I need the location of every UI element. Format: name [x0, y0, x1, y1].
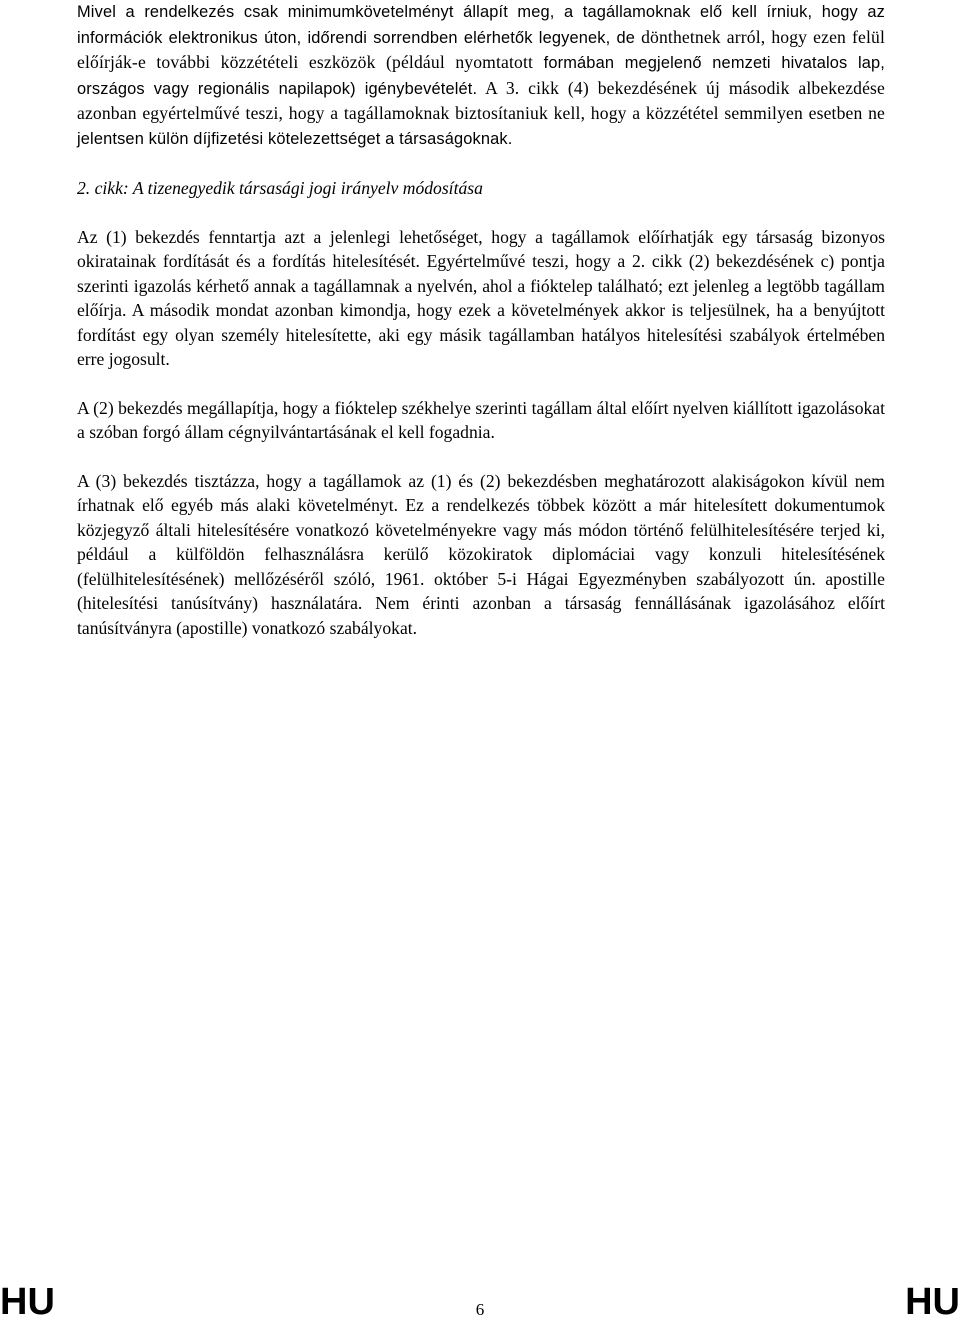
paragraph-1-part-e: jelentsen külön díjfizetési kötelezettséget a társaságoknak.	[77, 129, 513, 148]
paragraph-1-part-b: dönthetnek arról, hogy ezen felül előírják-e további közzétételi eszközök (például nyomtatott	[77, 26, 886, 72]
section-heading: 2. cikk: A tizenegyedik társasági jogi irányelv módosítása	[77, 178, 483, 198]
paragraph-1	[77, 0, 885, 151]
paragraph-4: A (3) bekezdés tisztázza, hogy a tagállamok az (1) és (2) bekezdésben meghatározott alakiságokon kívül nem írhatnak elő egyéb más alaki követelményt. Ez a rendelkezés többek között a már hitelesített dokumentumok közjegyző általi hitelesítésére vonatkozó követelményekre vagy más módon történő felülhitelesítésére terjed ki, például a külföldön felhasználásra kerülő közokiratok diplomáciai vagy konzuli hitelesítésének (felülhitelesítésének) mellőzéséről szóló, 1961. október 5-i Hágai Egyezményben szabályozott ún. apostille (hitelesítési tanúsítvány) használatára. Nem érinti azonban a társaság fennállásának igazolásához előírt tanúsítványra (apostille) vonatkozó szabályokat.	[77, 470, 885, 638]
page-number: 6	[475, 1300, 485, 1319]
document-body	[77, 0, 885, 640]
footer-language-right: HU	[905, 1281, 960, 1323]
paragraph-1-part-a: Mivel a rendelkezés csak minimumkövetelményt állapít meg, a tagállamoknak elő kell írniuk, hogy az információk elektronikus úton, időrendi sorrendben elérhetők legyenek, de	[77, 3, 885, 47]
footer-language-left: HU	[0, 1281, 55, 1323]
paragraph-3: A (2) bekezdés megállapítja, hogy a fióktelep székhelye szerinti tagállam által előírt nyelven kiállított igazolásokat a szóban forgó állam cégnyilvántartásának el kell fogadnia.	[77, 397, 885, 442]
paragraph-2: Az (1) bekezdés fenntartja azt a jelenlegi lehetőséget, hogy a tagállamok előírhatják egy társaság bizonyos okiratainak fordítását és a fordítás hitelesítését. Egyértelművé teszi, hogy a 2. cikk (2) bekezdésének c) pontja szerinti igazolás kérhető annak a tagállamnak a nyelvén, ahol a fióktelep található; ezt jelenleg a legtöbb tagállam előírja. A második mondat azonban kimondja, hogy ezek a követelmények akkor is teljesülnek, ha a benyújtott fordítást egy olyan személy hitelesítette, aki egy másik tagállamban hatályos hitelesítési szabályok értelmében erre jogosult.	[77, 226, 885, 369]
paragraph-1-part-d: A 3. cikk (4) bekezdésének új második albekezdése azonban egyértelművé teszi, hogy a tagállamoknak biztosítaniuk kell, hogy a közzététel semmilyen esetben ne	[77, 77, 886, 123]
paragraph-1-part-c: formában megjelenő nemzeti hivatalos lap, országos vagy regionális napilapok) igénybevételét.	[77, 54, 885, 98]
